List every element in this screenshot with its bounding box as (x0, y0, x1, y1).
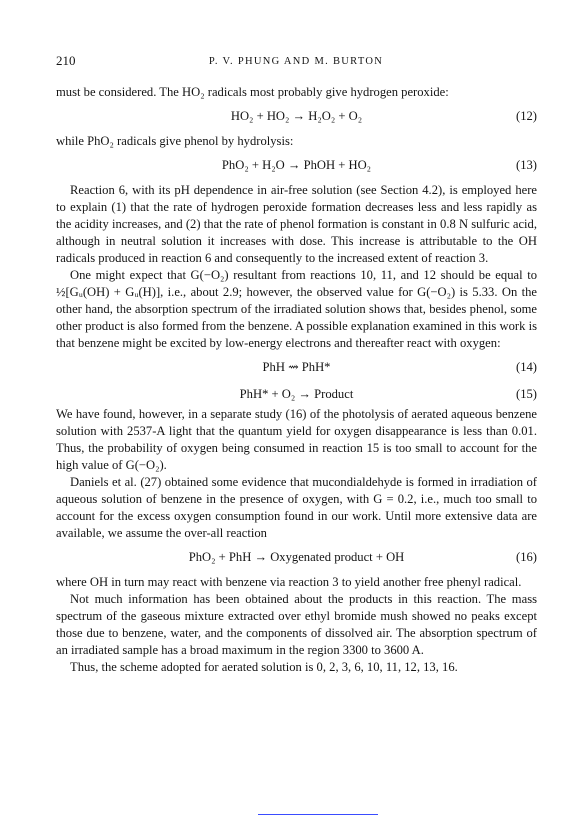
equation-13 (56, 155, 537, 177)
paragraph-4: One might expect that G(−O₂) resultant from reactions 10, 11, and 12 should be equal to ½[Gᵤ(OH) + Gᵤ(H)], i.e., about 2.9; however, the observed value for G(−O₂) is 5.33. On the other hand, the absorption spectrum of the irradiated solution shows that, besides phenol, some other product is also formed from the benzene. A possible explanation examined in this work is that benzene might be excited by low-energy electrons and thereafter react with oxygen: (56, 268, 537, 350)
equation-15 (56, 384, 537, 406)
equation-15-expression: PhH* + O₂ → Product (239, 387, 354, 401)
paragraph-1: must be considered. The HO₂ radicals most probably give hydrogen peroxide: (56, 85, 449, 99)
paragraph-3: Reaction 6, with its pH dependence in air-free solution (see Section 4.2), is employed here to explain (1) that the rate of hydrogen peroxide formation decreases less and less rapidly as the acidity increases, and (2) that the rate of phenol formation is constant in 0.8 N sulfuric acid, although in neutral solution it increases with dose. This increase is attributable to the OH radicals produced in reaction 6 and consequently to the increased extent of reaction 3. (56, 183, 537, 265)
running-head: P. V. PHUNG AND M. BURTON (208, 56, 384, 67)
paragraph-5: We have found, however, in a separate study (16) of the photolysis of aerated aqueous benzene solution with 2537-A light that the quantum yield for oxygen disappearance is less than 0.01. Thus, the probability of oxygen being consumed in reaction 15 is too small to account for the high value of G(−O₂). (56, 407, 537, 472)
equation-14 (56, 357, 537, 379)
equation-13-expression: PhO₂ + H₂O → PhOH + HO₂ (221, 158, 372, 172)
page-header (56, 52, 536, 70)
paragraph-8: Not much information has been obtained about the products in this reaction. The mass spectrum of the gaseous mixture extracted over ethyl bromide mush showed no peaks except those due to benzene, water, and the components of dissolved air. The absorption spectrum of an irradiated sample has a broad maximum in the region 3300 to 3600 A. (56, 592, 537, 657)
equation-12-expression: HO₂ + HO₂ → H₂O₂ + O₂ (230, 109, 363, 123)
equation-15-number: (15) (516, 387, 537, 401)
equation-14-number: (14) (516, 360, 537, 374)
body-text (56, 84, 537, 676)
paragraph-2: while PhO₂ radicals give phenol by hydrolysis: (56, 134, 294, 148)
equation-12 (56, 106, 537, 128)
paragraph-7: where OH in turn may react with benzene via reaction 3 to yield another free phenyl radical. (56, 575, 522, 589)
equation-16 (56, 547, 537, 569)
equation-16-expression: PhO₂ + PhH → Oxygenated product + OH (188, 550, 405, 564)
equation-16-number: (16) (516, 550, 537, 564)
equation-14-expression: PhH ⇝ PhH* (262, 360, 331, 374)
paragraph-9: Thus, the scheme adopted for aerated solution is 0, 2, 3, 6, 10, 11, 12, 13, 16. (70, 660, 458, 674)
footer-link-line (258, 814, 378, 815)
page-number: 210 (56, 53, 76, 68)
equation-12-number: (12) (516, 109, 537, 123)
paragraph-6: Daniels et al. (27) obtained some evidence that mucondialdehyde is formed in irradiation of aqueous solution of benzene in the presence of oxygen, with G = 0.2, i.e., much too small to account for the excess oxygen consumption found in our work. Until more extensive data are available, we assume the over-all reaction (56, 475, 537, 540)
equation-13-number: (13) (516, 158, 537, 172)
